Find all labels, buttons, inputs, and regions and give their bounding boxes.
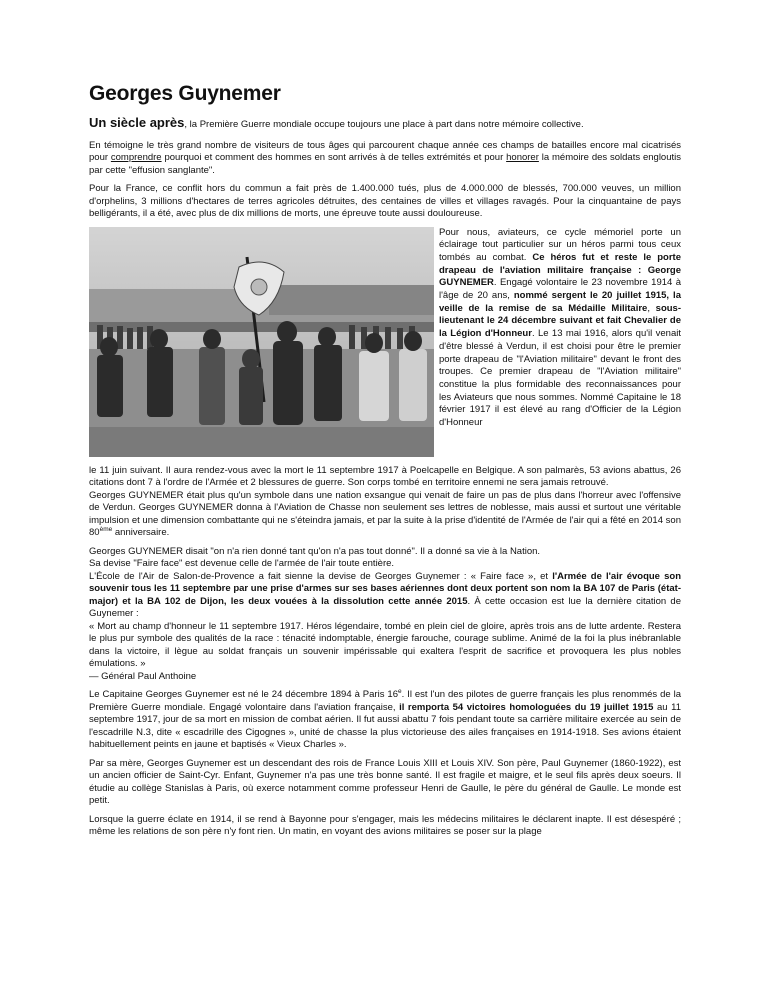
p6-text-c: au 11 septembre 1917, jour de sa mort en mission de combat aérien. Il fut aussi abattu 7 fois pendant toute sa carrière militaire exercée au sein de l'escadrille N.3, dite « escadrille des Cigognes », unité de chasse la plus victorieuse des ailes françaises en 1914-1918. Ses avions étaient habituellement peints en jaune et baptisés « Vieux Charles ». bbox=[89, 701, 681, 750]
p4-end: anniversaire. bbox=[112, 527, 170, 538]
paragraph-2: Pour la France, ce conflit hors du commun a fait près de 1.400.000 tués, plus de 4.000.000 de blessés, 700.000 veuves, un million d'orphelins, 3 millions d'hectares de terres agricoles détruites, des centaines de villes et villages ravagés. Pour la cinquantaine de pays belligérants, il a été, avec plus de dix millions de morts, une épreuve toute aussi douloureuse. bbox=[89, 183, 681, 219]
p6-text-b: . Il est l'un des pilotes de guerre français les plus renommés de la Première Guerre mondiale. Engagé volontaire dans l'aviation française, bbox=[89, 689, 681, 713]
document-page bbox=[89, 82, 681, 845]
lead-rest: , la Première Guerre mondiale occupe toujours une place à part dans notre mémoire collective. bbox=[184, 119, 584, 130]
p6-superscript: e bbox=[397, 687, 402, 695]
p6-bold-victoires: il remporta 54 victoires homologuées du 19 juillet 1915 bbox=[399, 701, 654, 713]
p5-line-3 bbox=[89, 571, 681, 621]
p5-text-c: . À cette occasion est lue la dernière citation de Guynemer : bbox=[89, 595, 681, 619]
p3-text-e: . Le 13 mai 1916, alors qu'il venait d'être blessé à Verdun, il est choisi pour être le premier porte drapeau de "l'Aviation militaire" devant le front des troupes. Ce premier drapeau de "l'Aviation militaire" constitue la plus formidable des reconnaissances pour les Aviateurs que nous sommes. Nommé Capitaine le 18 février 1917 il est élevé au rang d'Officier de la Légion d'Honneur bbox=[439, 328, 681, 429]
lead-paragraph bbox=[89, 117, 681, 132]
paragraph-6 bbox=[89, 689, 681, 752]
p1-text-b: pourquoi et comment des hommes en sont arrivés à de telles extrémités et pour bbox=[161, 152, 507, 163]
paragraph-5-block bbox=[89, 546, 681, 684]
right-column-text bbox=[439, 227, 681, 430]
p5-bold-armee: l'Armée de l'air évoque son souvenir tous les 11 septembre par une prise d'armes sur ses bases aériennes dont deux portent son nom la BA 107 de Paris (état-major) et la BA 102 de Dijon, les deux vouées à la dissolution cette année 2015 bbox=[89, 570, 681, 607]
p4-superscript: ème bbox=[99, 525, 113, 533]
p3-text-d: , bbox=[647, 302, 656, 314]
p3-text-a: Pour nous, aviateurs, ce cycle mémoriel porte un éclairage tout particulier sur un héros parmi tous ceux tombés au combat. bbox=[439, 226, 681, 263]
p4-text: Georges GUYNEMER était plus qu'un symbole dans une nation exsangue qui venait de faire un pas de plus dans l'horreur avec l'offensive de Verdun. Georges GUYNEMER donna à l'Aviation de Chasse non seulement ses lettres de noblesse, mais aussi et surtout une véritable impulsion et une dimension combattante qui ne s'éteindra jamais, et par la suite à la prise d'identité de l'Armée de l'air qui a fêté en 2014 son 80 bbox=[89, 489, 681, 538]
paragraph-1 bbox=[89, 140, 681, 178]
p5-citation: « Mort au champ d'honneur le 11 septembre 1917. Héros légendaire, tombé en plein ciel de gloire, après trois ans de lutte ardente. Restera le plus pur symbole des qualités de la race : ténacité indomptable, énergie farouche, courage sublime. Animé de la foi la plus inébranlable dans la victoire, il lègue au soldat français un souvenir impérissable qui exaltera l'esprit de sacrifice et provoquera les plus nobles émulations. » bbox=[89, 620, 681, 669]
p1-text-c: la mémoire des soldats engloutis par cette "effusion sanglante". bbox=[89, 152, 682, 176]
photo-illustration bbox=[89, 227, 434, 457]
page-title: Georges Guynemer bbox=[89, 82, 281, 105]
p5-text-a: L'École de l'Air de Salon-de-Provence a fait sienne la devise de Georges Guynemer : « Faire face », et bbox=[89, 570, 553, 582]
paragraph-3-continuation-block bbox=[89, 465, 681, 540]
p5-line-2: Sa devise "Faire face" est devenue celle de l'armée de l'air toute entière. bbox=[89, 558, 395, 569]
p3-bold-sous-lieutenant: sous-lieutenant le 24 décembre suivant et fait Chevalier de la Légion d'Honneur bbox=[439, 302, 681, 340]
p5-line-1: Georges GUYNEMER disait "on n'a rien donné tant qu'on n'a pas tout donné". Il a donné sa vie à la Nation. bbox=[89, 545, 541, 557]
lead-strong: Un siècle après bbox=[89, 115, 185, 130]
p3-bold-sergent: nommé sergent le 20 juillet 1915, la veille de la remise de sa Médaille Militaire bbox=[439, 290, 681, 314]
p5-signature: — Général Paul Anthoine bbox=[89, 670, 197, 682]
paragraph-8: Lorsque la guerre éclate en 1914, il se rend à Bayonne pour s'engager, mais les médecins militaires le déclarent inapte. Il est désespéré ; même les relations de son père n'y font rien. Un matin, en voyant des avions militaires se poser sur la plage bbox=[89, 813, 681, 837]
paragraph-7: Par sa mère, Georges Guynemer est un descendant des rois de France Louis XIII et Louis XIV. Son père, Paul Guynemer (1860-1922), est un ancien officier de Saint-Cyr. Enfant, Guynemer n'a pas une très bonne santé. Il est fragile et maigre, et le seul fils après deux soeurs. Il étudie au collège Stanislas à Paris, où exerce notamment comme professeur Henri de Gaulle, le père du général de Gaulle. Le monde est petit. bbox=[89, 757, 681, 806]
p1-text-a: En témoigne le très grand nombre de visiteurs de tous âges qui parcourent chaque année ces champs de batailles encore mal cicatrisés pour bbox=[89, 139, 681, 163]
p3-continuation: le 11 juin suivant. Il aura rendez-vous avec la mort le 11 septembre 1917 à Poelcapelle en Belgique. A son palmarès, 53 avions abattus, 26 citations dont 7 à l'ordre de l'Armée et 2 blessures de guerre. Son corps tombé en territoire ennemi ne sera jamais retrouvé. bbox=[89, 464, 681, 488]
historical-ceremony-photo bbox=[89, 227, 434, 457]
p1-underline-comprendre: comprendre bbox=[110, 152, 162, 163]
photo-and-text-block bbox=[89, 227, 681, 465]
p3-bold-hero: Ce héros fut et reste le porte drapeau de l'aviation militaire française : George GUYNEMER bbox=[439, 251, 682, 289]
p6-text-a: Le Capitaine Georges Guynemer est né le 24 décembre 1894 à Paris 16 bbox=[89, 689, 398, 700]
p3-text-c: . Engagé volontaire le 23 novembre 1914 à l'âge de 20 ans, bbox=[439, 277, 681, 302]
p1-underline-honorer: honorer bbox=[506, 152, 539, 163]
paragraph-4 bbox=[89, 490, 681, 540]
